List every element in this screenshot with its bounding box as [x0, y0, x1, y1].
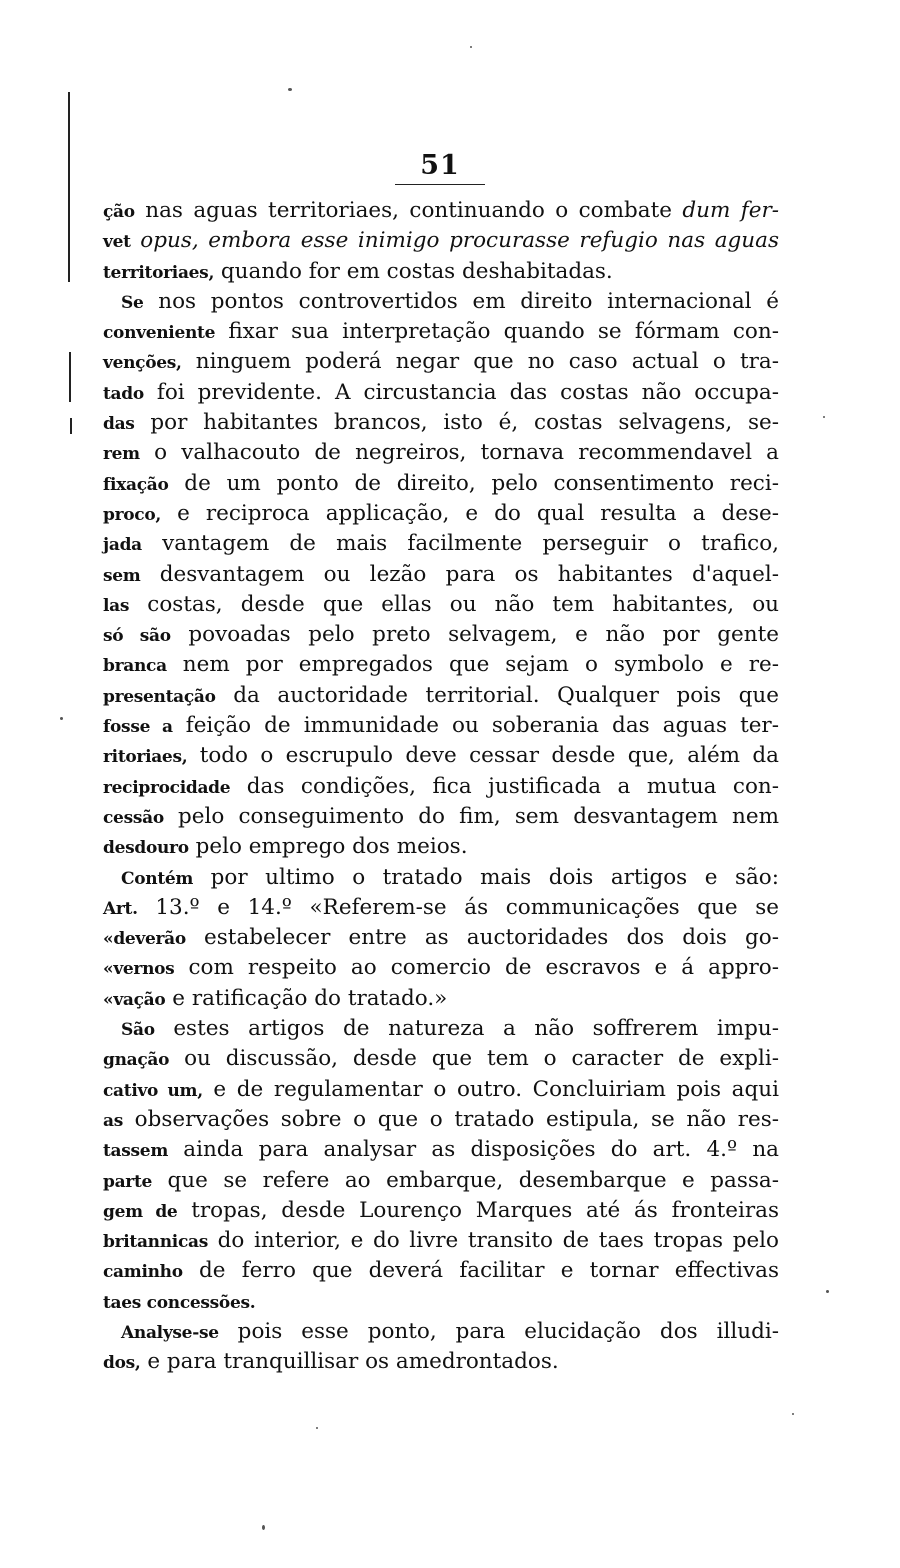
line-start-word: das — [103, 414, 135, 435]
text-line — [103, 953, 779, 983]
paragraph — [103, 1014, 779, 1317]
text-line — [103, 378, 779, 408]
line-start-word: vet — [103, 232, 131, 253]
line-text: e ratificação do tratado.» — [165, 985, 448, 1011]
line-text: estabelecer entre as auctoridades dos dois go- — [185, 925, 779, 951]
line-text: por habitantes brancos, isto é, costas selvagens, se- — [134, 410, 779, 436]
line-text: estes artigos de natureza a não soffrerem impu- — [154, 1016, 779, 1042]
text-line — [103, 1014, 779, 1044]
print-speck — [792, 1413, 794, 1415]
line-start-word: cessão — [103, 807, 164, 828]
line-text: pelo emprego dos meios. — [188, 834, 468, 860]
paragraph — [103, 287, 779, 863]
text-line — [103, 590, 779, 620]
line-text: nas aguas territoriaes, continuando o combate — [134, 198, 683, 223]
text-line — [103, 893, 779, 923]
line-text: desvantagem ou lezão para os habitantes d'aquel- — [140, 561, 779, 587]
line-start-word: só são — [103, 626, 171, 647]
line-text: pelo conseguimento do fim, sem desvantagem nem — [163, 803, 779, 829]
paragraph — [103, 863, 779, 1014]
line-text: costas, desde que ellas ou não tem habitantes, ou — [129, 591, 779, 617]
line-start-word: proco, — [103, 504, 161, 525]
print-speck — [823, 416, 825, 418]
margin-mark — [69, 352, 71, 402]
print-speck — [288, 88, 292, 91]
line-text: e reciproca applicação, e do qual resulta a dese- — [161, 500, 779, 526]
line-text: por ultimo o tratado mais dois artigos e são: — [193, 864, 779, 890]
line-start-word: presentação — [103, 686, 216, 707]
line-start-word: britannicas — [103, 1232, 208, 1253]
line-start-word: taes concessões. — [103, 1292, 256, 1313]
margin-mark — [68, 92, 70, 282]
line-text — [131, 228, 141, 253]
line-text: foi previdente. A circustancia das costas não occupa- — [143, 379, 779, 405]
text-line — [103, 1287, 779, 1317]
text-line — [103, 1226, 779, 1256]
text-line — [103, 347, 779, 377]
text-line — [103, 923, 779, 953]
text-line — [103, 438, 779, 468]
line-text: nos pontos controvertidos em direito internacional é — [143, 288, 779, 314]
paragraph — [103, 196, 779, 287]
text-line — [103, 1135, 779, 1165]
text-line — [103, 499, 779, 529]
line-start-word: ção — [103, 202, 135, 222]
text-line — [103, 711, 779, 741]
line-text: pois esse ponto, para elucidação dos illudi- — [218, 1318, 779, 1344]
text-line — [103, 1044, 779, 1074]
line-start-word: conveniente — [103, 323, 216, 344]
text-line — [103, 802, 779, 832]
line-start-word: ritoriaes, — [103, 747, 188, 768]
text-line — [103, 681, 779, 711]
body-text — [103, 196, 779, 1378]
line-start-word: branca — [103, 656, 167, 677]
line-start-word: Analyse-se — [121, 1322, 219, 1343]
line-start-word: «vernos — [103, 959, 175, 980]
text-line — [103, 650, 779, 680]
line-text: e para tranquillisar os amedrontados. — [140, 1349, 559, 1375]
italic-text: opus, — [140, 228, 199, 254]
page-number: 51 — [420, 150, 460, 181]
line-text: povoadas pelo preto selvagem, e não por gente — [170, 622, 779, 648]
line-text: ainda para analysar as disposições do art. 4.º na — [168, 1137, 779, 1163]
line-text: com respeito ao comercio de escravos e á appro- — [174, 955, 779, 981]
line-start-word: desdouro — [103, 838, 189, 859]
margin-mark — [70, 418, 72, 434]
line-start-word: Se — [121, 292, 144, 313]
line-text: feição de immunidade ou soberania das aguas ter- — [172, 713, 779, 739]
text-line — [103, 1317, 779, 1347]
line-start-word: «deverão — [103, 929, 186, 950]
text-line — [103, 529, 779, 559]
line-start-word: Contém — [121, 868, 194, 889]
line-text: e de regulamentar o outro. Concluiriam pois aqui — [202, 1076, 779, 1102]
text-line — [103, 1075, 779, 1105]
text-line — [103, 741, 779, 771]
print-speck — [470, 46, 472, 48]
line-text: observações sobre o que o tratado estipula, se não res- — [123, 1106, 779, 1132]
line-text: nem por empregados que sejam o symbolo e re- — [166, 652, 779, 678]
line-text: de ferro que deverá facilitar e tornar effectivas — [182, 1258, 779, 1284]
text-line — [103, 984, 779, 1014]
line-text: do interior, e do livre transito de taes tropas pelo — [207, 1228, 779, 1254]
line-start-word: as — [103, 1110, 123, 1131]
text-line — [103, 257, 779, 287]
line-text: da auctoridade territorial. Qualquer pois que — [215, 682, 779, 708]
line-start-word: caminho — [103, 1262, 183, 1283]
line-start-word: reciprocidade — [103, 777, 231, 798]
paragraph — [103, 1317, 779, 1378]
line-start-word: dos, — [103, 1353, 141, 1374]
line-start-word: parte — [103, 1171, 153, 1192]
text-line — [103, 287, 779, 317]
line-text: que se refere ao embarque, desembarque e passa- — [152, 1167, 779, 1193]
italic-text: embora esse inimigo procurasse refugio nas aguas — [198, 228, 779, 254]
text-line — [103, 1166, 779, 1196]
line-text: quando for em costas deshabitadas. — [214, 258, 613, 284]
page-number-rule — [395, 184, 485, 185]
text-line — [103, 620, 779, 650]
text-line — [103, 1256, 779, 1286]
text-line — [103, 832, 779, 862]
line-start-word: venções, — [103, 353, 182, 374]
line-start-word: São — [121, 1020, 155, 1041]
text-line — [103, 196, 779, 226]
text-line — [103, 469, 779, 499]
line-start-word: territoriaes, — [103, 262, 215, 283]
print-speck — [262, 1525, 265, 1530]
line-start-word: fixação — [103, 474, 169, 495]
line-start-word: sem — [103, 565, 141, 586]
line-start-word: tado — [103, 383, 144, 404]
line-start-word: «vação — [103, 989, 166, 1010]
line-text: fixar sua interpretação quando se fórmam con- — [215, 319, 779, 345]
line-text: o valhacouto de negreiros, tornava recommendavel a — [139, 440, 779, 466]
line-start-word: Art. — [103, 898, 138, 919]
line-start-word: cativo um, — [103, 1080, 203, 1101]
text-line — [103, 772, 779, 802]
text-line — [103, 317, 779, 347]
line-start-word: gem de — [103, 1201, 178, 1222]
text-line — [103, 1196, 779, 1226]
line-text: de um ponto de direito, pelo consentimento reci- — [168, 470, 779, 496]
line-text: 13.º e 14.º «Referem-se ás communicações que se — [137, 894, 779, 920]
line-start-word: rem — [103, 444, 140, 465]
line-text: vantagem de mais facilmente perseguir o trafico, — [141, 531, 779, 557]
line-text: todo o escrupulo deve cessar desde que, além da — [187, 743, 779, 769]
text-line — [103, 408, 779, 438]
text-line — [103, 863, 779, 893]
text-line — [103, 226, 779, 256]
line-text: tropas, desde Lourenço Marques até ás fronteiras — [177, 1197, 779, 1223]
text-line — [103, 1347, 779, 1377]
print-speck — [316, 1427, 318, 1429]
line-start-word: las — [103, 595, 130, 616]
text-line — [103, 560, 779, 590]
line-text: ninguem poderá negar que no caso actual o tra- — [181, 349, 779, 375]
line-text: das condições, fica justificada a mutua con- — [230, 773, 779, 799]
text-line — [103, 1105, 779, 1135]
line-start-word: gnação — [103, 1050, 170, 1071]
italic-text: dum fer- — [682, 198, 779, 223]
print-speck — [826, 1290, 829, 1293]
line-start-word: fosse a — [103, 717, 173, 738]
line-start-word: tassem — [103, 1141, 169, 1162]
line-text: ou discussão, desde que tem o caracter de expli- — [169, 1046, 779, 1072]
print-speck — [60, 717, 63, 720]
line-start-word: jada — [103, 535, 142, 556]
